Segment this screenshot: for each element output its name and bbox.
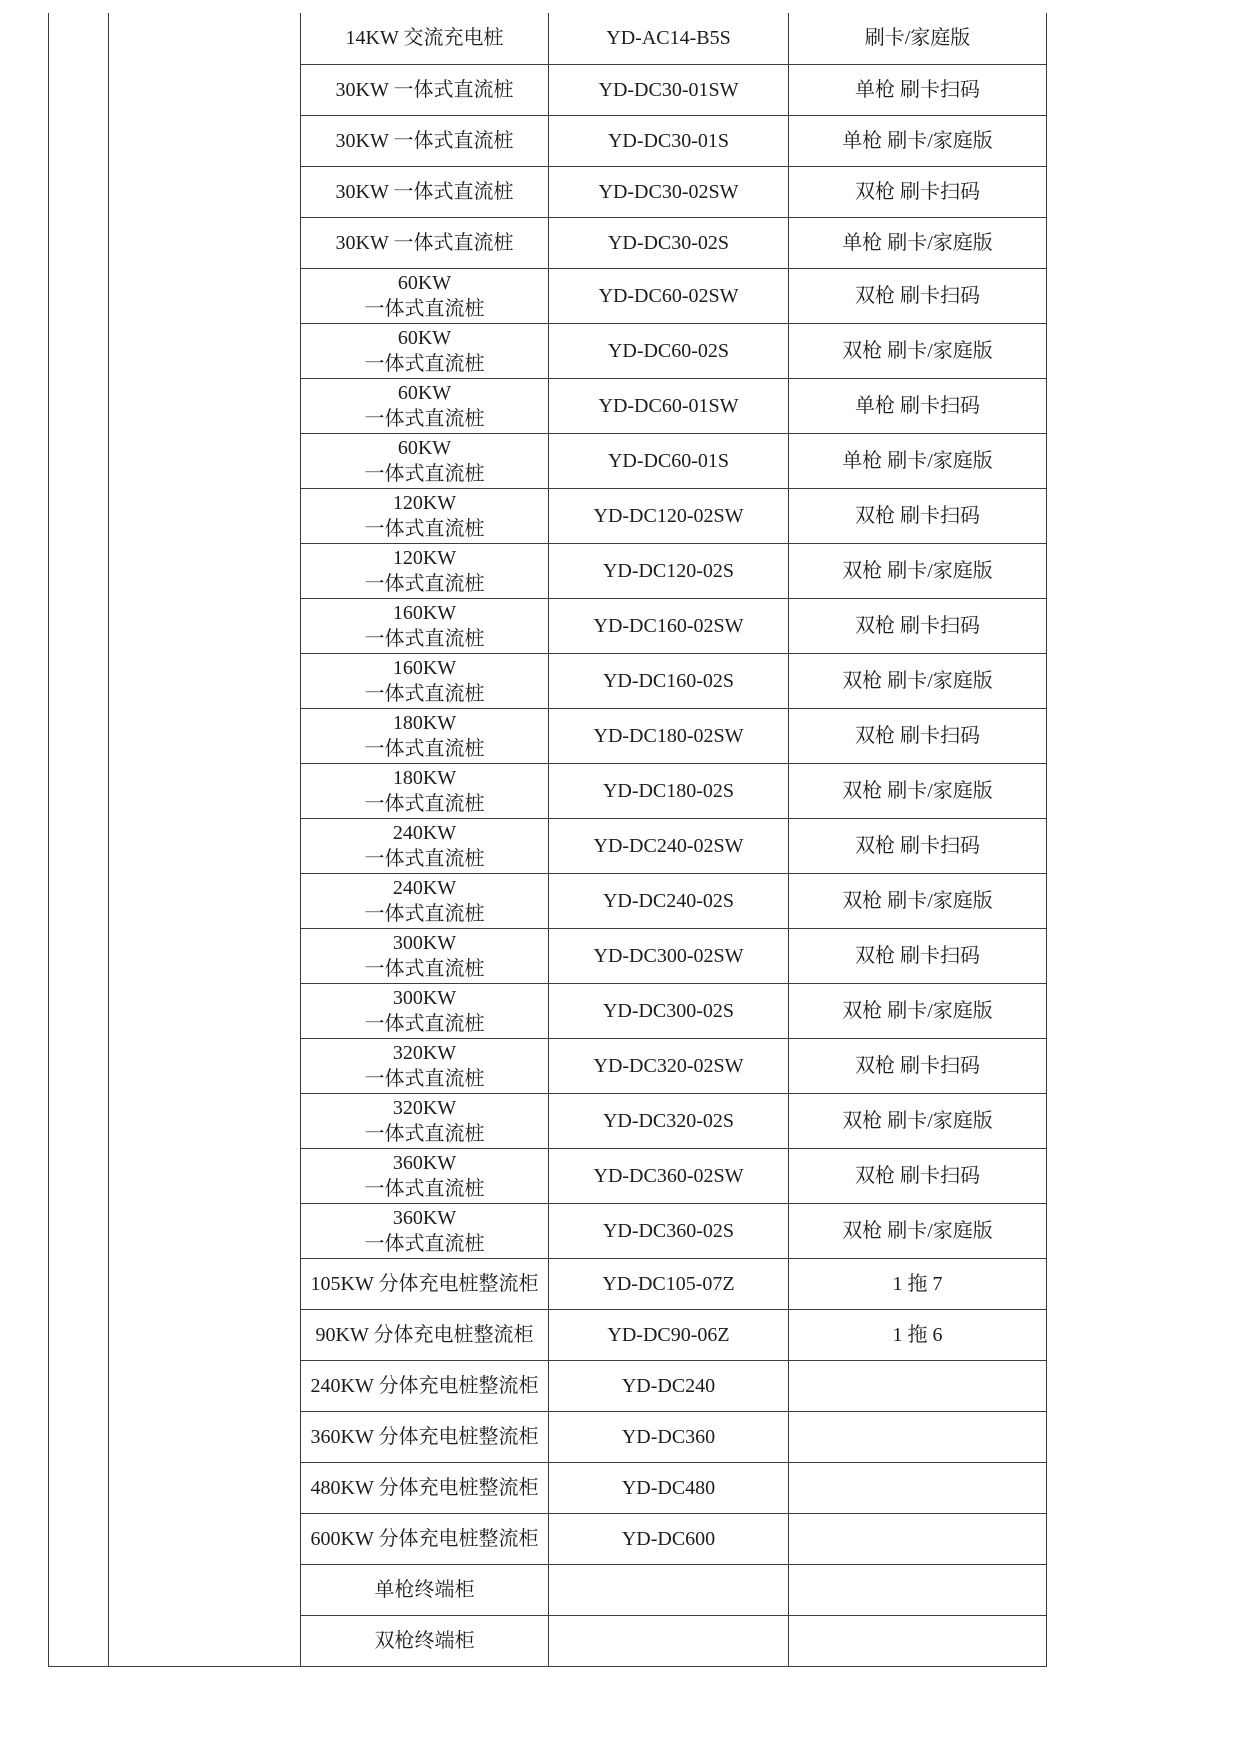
model-cell: YD-DC240-02S — [549, 873, 789, 928]
product-cell: 30KW 一体式直流桩 — [301, 64, 549, 115]
product-cell: 14KW 交流充电桩 — [301, 13, 549, 64]
model-cell: YD-DC60-02SW — [549, 268, 789, 323]
description-cell: 双枪 刷卡/家庭版 — [789, 873, 1047, 928]
product-cell: 60KW 一体式直流桩 — [301, 268, 549, 323]
model-cell: YD-DC480 — [549, 1462, 789, 1513]
product-cell: 单枪终端柜 — [301, 1564, 549, 1615]
product-cell: 480KW 分体充电桩整流柜 — [301, 1462, 549, 1513]
description-cell — [789, 1462, 1047, 1513]
description-cell — [789, 1411, 1047, 1462]
model-cell: YD-DC60-01S — [549, 433, 789, 488]
model-cell: YD-DC320-02S — [549, 1093, 789, 1148]
model-cell: YD-DC300-02S — [549, 983, 789, 1038]
description-cell: 双枪 刷卡扫码 — [789, 708, 1047, 763]
description-cell: 双枪 刷卡扫码 — [789, 488, 1047, 543]
description-cell: 双枪 刷卡/家庭版 — [789, 653, 1047, 708]
description-cell: 双枪 刷卡/家庭版 — [789, 543, 1047, 598]
description-cell: 双枪 刷卡扫码 — [789, 1038, 1047, 1093]
product-cell: 双枪终端柜 — [301, 1615, 549, 1666]
product-cell: 120KW 一体式直流桩 — [301, 488, 549, 543]
description-cell: 双枪 刷卡/家庭版 — [789, 983, 1047, 1038]
description-cell: 双枪 刷卡扫码 — [789, 598, 1047, 653]
model-cell: YD-DC60-02S — [549, 323, 789, 378]
model-cell: YD-DC90-06Z — [549, 1309, 789, 1360]
model-cell — [549, 1564, 789, 1615]
product-cell: 160KW 一体式直流桩 — [301, 598, 549, 653]
left-empty-column-a — [49, 13, 109, 1666]
product-cell: 360KW 分体充电桩整流柜 — [301, 1411, 549, 1462]
description-cell — [789, 1360, 1047, 1411]
product-cell: 300KW 一体式直流桩 — [301, 983, 549, 1038]
model-cell: YD-DC30-01SW — [549, 64, 789, 115]
product-table — [48, 13, 1047, 1667]
product-cell: 120KW 一体式直流桩 — [301, 543, 549, 598]
model-cell: YD-DC360 — [549, 1411, 789, 1462]
product-cell: 60KW 一体式直流桩 — [301, 323, 549, 378]
product-cell: 320KW 一体式直流桩 — [301, 1093, 549, 1148]
product-cell: 180KW 一体式直流桩 — [301, 763, 549, 818]
model-cell — [549, 1615, 789, 1666]
description-cell: 双枪 刷卡扫码 — [789, 818, 1047, 873]
product-cell: 30KW 一体式直流桩 — [301, 217, 549, 268]
description-cell: 双枪 刷卡扫码 — [789, 1148, 1047, 1203]
product-cell: 360KW 一体式直流桩 — [301, 1203, 549, 1258]
model-cell: YD-DC360-02S — [549, 1203, 789, 1258]
model-cell: YD-DC240-02SW — [549, 818, 789, 873]
description-cell: 单枪 刷卡扫码 — [789, 64, 1047, 115]
description-cell: 1 拖 6 — [789, 1309, 1047, 1360]
description-cell: 双枪 刷卡/家庭版 — [789, 323, 1047, 378]
model-cell: YD-DC300-02SW — [549, 928, 789, 983]
model-cell: YD-DC320-02SW — [549, 1038, 789, 1093]
model-cell: YD-DC120-02SW — [549, 488, 789, 543]
description-cell: 双枪 刷卡扫码 — [789, 268, 1047, 323]
description-cell: 双枪 刷卡/家庭版 — [789, 763, 1047, 818]
product-cell: 360KW 一体式直流桩 — [301, 1148, 549, 1203]
description-cell: 单枪 刷卡/家庭版 — [789, 115, 1047, 166]
description-cell: 双枪 刷卡/家庭版 — [789, 1203, 1047, 1258]
product-cell: 240KW 一体式直流桩 — [301, 873, 549, 928]
description-cell: 双枪 刷卡/家庭版 — [789, 1093, 1047, 1148]
description-cell — [789, 1513, 1047, 1564]
model-cell: YD-DC600 — [549, 1513, 789, 1564]
product-cell: 240KW 一体式直流桩 — [301, 818, 549, 873]
model-cell: YD-DC360-02SW — [549, 1148, 789, 1203]
left-empty-column-b — [109, 13, 301, 1666]
product-cell: 30KW 一体式直流桩 — [301, 115, 549, 166]
product-cell: 105KW 分体充电桩整流柜 — [301, 1258, 549, 1309]
description-cell: 双枪 刷卡扫码 — [789, 928, 1047, 983]
product-cell: 600KW 分体充电桩整流柜 — [301, 1513, 549, 1564]
description-cell: 单枪 刷卡/家庭版 — [789, 433, 1047, 488]
model-cell: YD-DC160-02SW — [549, 598, 789, 653]
model-cell: YD-DC180-02SW — [549, 708, 789, 763]
description-cell: 刷卡/家庭版 — [789, 13, 1047, 64]
model-cell: YD-DC30-01S — [549, 115, 789, 166]
product-cell: 180KW 一体式直流桩 — [301, 708, 549, 763]
product-cell: 240KW 分体充电桩整流柜 — [301, 1360, 549, 1411]
model-cell: YD-DC240 — [549, 1360, 789, 1411]
description-cell — [789, 1615, 1047, 1666]
table-row — [49, 13, 1047, 64]
description-cell: 单枪 刷卡扫码 — [789, 378, 1047, 433]
product-cell: 160KW 一体式直流桩 — [301, 653, 549, 708]
model-cell: YD-DC160-02S — [549, 653, 789, 708]
model-cell: YD-DC30-02SW — [549, 166, 789, 217]
model-cell: YD-DC105-07Z — [549, 1258, 789, 1309]
model-cell: YD-DC60-01SW — [549, 378, 789, 433]
model-cell: YD-DC180-02S — [549, 763, 789, 818]
model-cell: YD-DC120-02S — [549, 543, 789, 598]
model-cell: YD-DC30-02S — [549, 217, 789, 268]
description-cell: 单枪 刷卡/家庭版 — [789, 217, 1047, 268]
product-cell: 60KW 一体式直流桩 — [301, 378, 549, 433]
description-cell — [789, 1564, 1047, 1615]
description-cell: 1 拖 7 — [789, 1258, 1047, 1309]
product-cell: 300KW 一体式直流桩 — [301, 928, 549, 983]
description-cell: 双枪 刷卡扫码 — [789, 166, 1047, 217]
product-cell: 60KW 一体式直流桩 — [301, 433, 549, 488]
product-cell: 90KW 分体充电桩整流柜 — [301, 1309, 549, 1360]
model-cell: YD-AC14-B5S — [549, 13, 789, 64]
product-table-body — [49, 13, 1047, 1666]
product-cell: 320KW 一体式直流桩 — [301, 1038, 549, 1093]
product-cell: 30KW 一体式直流桩 — [301, 166, 549, 217]
